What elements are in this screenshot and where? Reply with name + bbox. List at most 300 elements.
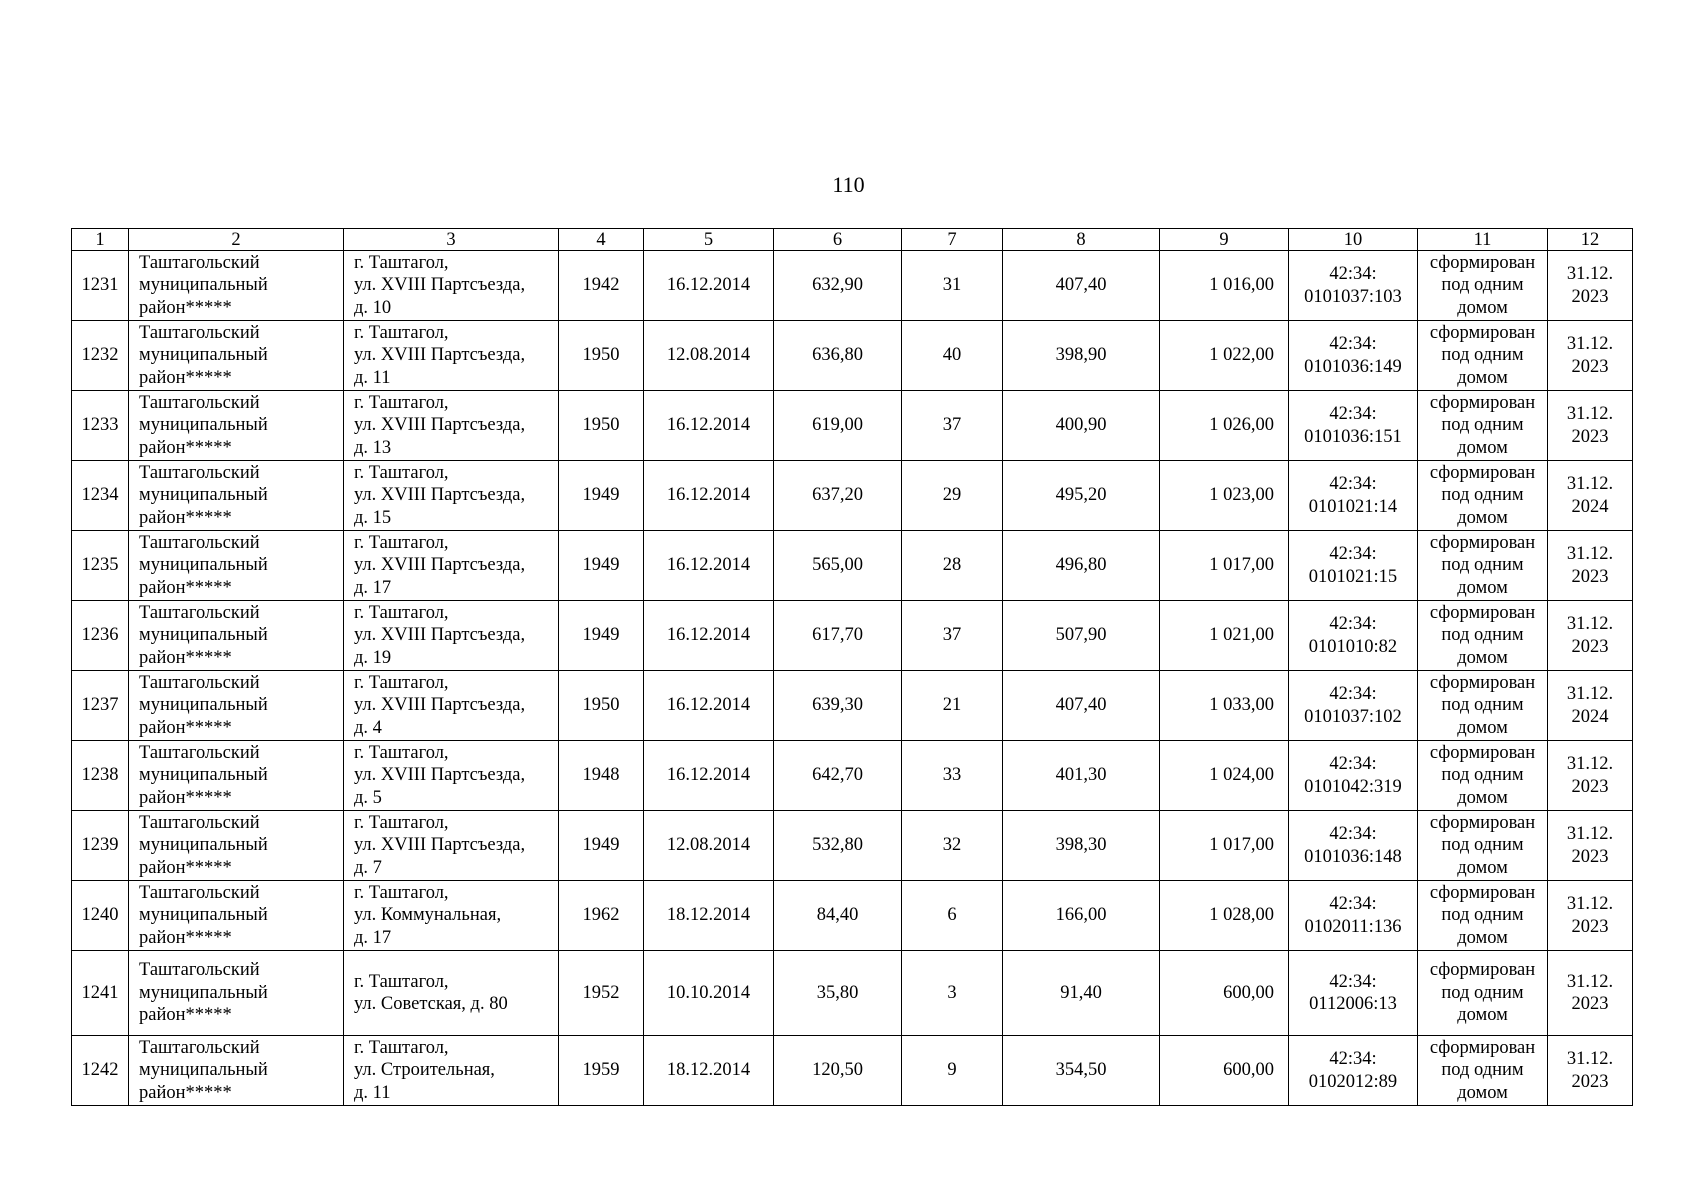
deadline-line: 31.12. bbox=[1566, 264, 1614, 284]
column-header-9: 9 bbox=[1160, 229, 1289, 251]
district-cell bbox=[129, 531, 344, 601]
deadline-line: 31.12. bbox=[1566, 474, 1614, 494]
address-line: г. Таштагол, bbox=[354, 532, 449, 553]
cadastral-number-cell bbox=[1289, 321, 1418, 391]
address-cell bbox=[344, 461, 559, 531]
living-area-cell: 91,40 bbox=[1003, 951, 1160, 1036]
address-line: д. 17 bbox=[354, 577, 392, 598]
cadastral-number-line: 42:34: bbox=[1329, 754, 1377, 774]
cadastral-number-line: 0102012:89 bbox=[1308, 1071, 1398, 1092]
living-area-cell: 407,40 bbox=[1003, 671, 1160, 741]
year-cell: 1948 bbox=[559, 741, 644, 811]
cadastral-number-line: 42:34: bbox=[1329, 614, 1377, 634]
address-cell bbox=[344, 741, 559, 811]
land-status-line: сформирован bbox=[1429, 462, 1536, 483]
total-area-cell: 632,90 bbox=[774, 251, 902, 321]
address-line: ул. XVIII Партсъезда, bbox=[354, 275, 526, 296]
deadline-cell bbox=[1548, 461, 1633, 531]
district-cell bbox=[129, 741, 344, 811]
land-status-line: под одним bbox=[1441, 625, 1524, 646]
land-status-line: сформирован bbox=[1429, 392, 1536, 413]
land-status-line: под одним bbox=[1441, 765, 1524, 786]
row-number-cell: 1238 bbox=[72, 741, 129, 811]
deadline-line: 31.12. bbox=[1566, 971, 1614, 992]
address-line: г. Таштагол, bbox=[354, 742, 449, 763]
date-cell: 12.08.2014 bbox=[644, 321, 774, 391]
address-line: д. 4 bbox=[354, 717, 382, 738]
row-number-cell: 1231 bbox=[72, 251, 129, 321]
address-line: г. Таштагол, bbox=[354, 882, 449, 903]
land-status-cell bbox=[1418, 531, 1548, 601]
district-cell bbox=[129, 671, 344, 741]
deadline-line: 31.12. bbox=[1566, 1049, 1614, 1069]
address-line: г. Таштагол, bbox=[354, 1037, 449, 1058]
address-cell bbox=[344, 391, 559, 461]
address-cell bbox=[344, 601, 559, 671]
deadline-line: 2023 bbox=[1571, 1071, 1609, 1092]
address-line: д. 5 bbox=[354, 787, 382, 808]
land-status-line: сформирован bbox=[1429, 672, 1536, 693]
cadastral-number-line: 42:34: bbox=[1329, 894, 1377, 914]
land-status-cell bbox=[1418, 461, 1548, 531]
cadastral-number-line: 42:34: bbox=[1329, 971, 1377, 992]
land-status-line: домом bbox=[1457, 717, 1508, 738]
total-area-cell: 617,70 bbox=[774, 601, 902, 671]
district-cell bbox=[129, 951, 344, 1036]
district-line: Таштагольский bbox=[139, 882, 260, 903]
cadastral-number-cell bbox=[1289, 741, 1418, 811]
year-cell: 1950 bbox=[559, 321, 644, 391]
land-status-line: сформирован bbox=[1429, 252, 1536, 273]
cadastral-number-line: 42:34: bbox=[1329, 264, 1377, 284]
row-number-cell: 1242 bbox=[72, 1036, 129, 1106]
land-status-line: сформирован bbox=[1429, 742, 1536, 763]
deadline-line: 2023 bbox=[1571, 566, 1609, 587]
district-line: район***** bbox=[139, 577, 232, 598]
address-line: д. 15 bbox=[354, 507, 392, 528]
land-area-cell: 1 022,00 bbox=[1160, 321, 1289, 391]
address-line: ул. XVIII Партсъезда, bbox=[354, 765, 526, 786]
land-status-line: домом bbox=[1457, 297, 1508, 318]
total-area-cell: 642,70 bbox=[774, 741, 902, 811]
date-cell: 18.12.2014 bbox=[644, 881, 774, 951]
date-cell: 16.12.2014 bbox=[644, 601, 774, 671]
living-area-cell: 507,90 bbox=[1003, 601, 1160, 671]
land-status-line: под одним bbox=[1441, 485, 1524, 506]
address-line: д. 11 bbox=[354, 1082, 391, 1103]
address-line: г. Таштагол, bbox=[354, 252, 449, 273]
land-status-line: под одним bbox=[1441, 905, 1524, 926]
deadline-line: 31.12. bbox=[1566, 544, 1614, 564]
deadline-line: 2023 bbox=[1571, 916, 1609, 937]
district-line: район***** bbox=[139, 437, 232, 458]
address-cell bbox=[344, 811, 559, 881]
cadastral-number-line: 0112006:13 bbox=[1309, 994, 1397, 1014]
cadastral-number-cell bbox=[1289, 811, 1418, 881]
table-row bbox=[72, 951, 1633, 1036]
land-status-cell bbox=[1418, 741, 1548, 811]
land-status-cell bbox=[1418, 951, 1548, 1036]
cadastral-number-line: 42:34: bbox=[1329, 544, 1377, 564]
address-cell bbox=[344, 671, 559, 741]
land-area-cell: 1 028,00 bbox=[1160, 881, 1289, 951]
address-line: д. 7 bbox=[354, 857, 382, 878]
land-status-cell bbox=[1418, 1036, 1548, 1106]
district-line: муниципальный bbox=[139, 415, 268, 436]
cadastral-number-line: 42:34: bbox=[1329, 1049, 1377, 1069]
year-cell: 1949 bbox=[559, 601, 644, 671]
district-line: муниципальный bbox=[139, 765, 268, 786]
land-status-line: сформирован bbox=[1429, 322, 1536, 343]
address-cell bbox=[344, 881, 559, 951]
row-number-cell: 1239 bbox=[72, 811, 129, 881]
total-area-cell: 120,50 bbox=[774, 1036, 902, 1106]
cadastral-number-line: 0101037:102 bbox=[1304, 706, 1402, 727]
address-cell bbox=[344, 531, 559, 601]
land-status-line: сформирован bbox=[1429, 532, 1536, 553]
deadline-cell bbox=[1548, 321, 1633, 391]
land-area-cell: 1 017,00 bbox=[1160, 531, 1289, 601]
land-status-cell bbox=[1418, 251, 1548, 321]
column-header-1: 1 bbox=[72, 229, 129, 251]
address-line: ул. XVIII Партсъезда, bbox=[354, 485, 526, 506]
year-cell: 1950 bbox=[559, 391, 644, 461]
deadline-cell bbox=[1548, 391, 1633, 461]
land-area-cell: 1 017,00 bbox=[1160, 811, 1289, 881]
date-cell: 18.12.2014 bbox=[644, 1036, 774, 1106]
total-area-cell: 35,80 bbox=[774, 951, 902, 1036]
cadastral-number-line: 0101037:103 bbox=[1304, 286, 1402, 307]
district-line: Таштагольский bbox=[139, 602, 260, 623]
cadastral-number-line: 0101021:15 bbox=[1308, 566, 1398, 587]
column-header-4: 4 bbox=[559, 229, 644, 251]
district-cell bbox=[129, 601, 344, 671]
living-area-cell: 400,90 bbox=[1003, 391, 1160, 461]
date-cell: 16.12.2014 bbox=[644, 461, 774, 531]
district-cell bbox=[129, 251, 344, 321]
district-line: муниципальный bbox=[139, 905, 268, 926]
address-line: ул. XVIII Партсъезда, bbox=[354, 555, 526, 576]
table-row bbox=[72, 741, 1633, 811]
total-area-cell: 84,40 bbox=[774, 881, 902, 951]
table-row bbox=[72, 1036, 1633, 1106]
residents-count-cell: 29 bbox=[902, 461, 1003, 531]
deadline-cell bbox=[1548, 601, 1633, 671]
land-area-cell: 1 024,00 bbox=[1160, 741, 1289, 811]
land-status-cell bbox=[1418, 811, 1548, 881]
date-cell: 16.12.2014 bbox=[644, 391, 774, 461]
district-cell bbox=[129, 461, 344, 531]
row-number-cell: 1232 bbox=[72, 321, 129, 391]
residents-count-cell: 33 bbox=[902, 741, 1003, 811]
deadline-line: 2023 bbox=[1571, 776, 1609, 797]
registry-table bbox=[71, 228, 1633, 1106]
deadline-line: 31.12. bbox=[1566, 754, 1614, 774]
table-row bbox=[72, 251, 1633, 321]
land-status-line: под одним bbox=[1441, 555, 1524, 576]
district-line: район***** bbox=[139, 297, 232, 318]
deadline-cell bbox=[1548, 1036, 1633, 1106]
district-cell bbox=[129, 881, 344, 951]
deadline-line: 2023 bbox=[1571, 846, 1609, 867]
deadline-line: 2024 bbox=[1571, 496, 1609, 517]
land-area-cell: 600,00 bbox=[1160, 1036, 1289, 1106]
column-header-5: 5 bbox=[644, 229, 774, 251]
district-line: Таштагольский bbox=[139, 742, 260, 763]
land-area-cell: 1 033,00 bbox=[1160, 671, 1289, 741]
table-row bbox=[72, 391, 1633, 461]
deadline-cell bbox=[1548, 671, 1633, 741]
table-row bbox=[72, 811, 1633, 881]
cadastral-number-cell bbox=[1289, 391, 1418, 461]
residents-count-cell: 37 bbox=[902, 391, 1003, 461]
deadline-line: 31.12. bbox=[1566, 894, 1614, 914]
district-line: муниципальный bbox=[139, 835, 268, 856]
date-cell: 12.08.2014 bbox=[644, 811, 774, 881]
district-line: район***** bbox=[139, 367, 232, 388]
address-line: ул. XVIII Партсъезда, bbox=[354, 695, 526, 716]
cadastral-number-line: 42:34: bbox=[1329, 824, 1377, 844]
land-area-cell: 600,00 bbox=[1160, 951, 1289, 1036]
address-cell bbox=[344, 1036, 559, 1106]
district-line: муниципальный bbox=[139, 625, 268, 646]
district-line: район***** bbox=[139, 647, 232, 668]
deadline-cell bbox=[1548, 881, 1633, 951]
land-area-cell: 1 016,00 bbox=[1160, 251, 1289, 321]
column-header-3: 3 bbox=[344, 229, 559, 251]
land-status-line: домом bbox=[1457, 1082, 1508, 1103]
land-status-line: сформирован bbox=[1429, 812, 1536, 833]
address-line: д. 11 bbox=[354, 367, 391, 388]
living-area-cell: 495,20 bbox=[1003, 461, 1160, 531]
land-status-line: под одним bbox=[1441, 982, 1524, 1003]
district-line: Таштагольский bbox=[139, 532, 260, 553]
district-line: район***** bbox=[139, 507, 232, 528]
land-status-line: домом bbox=[1457, 787, 1508, 808]
cadastral-number-cell bbox=[1289, 601, 1418, 671]
land-status-cell bbox=[1418, 601, 1548, 671]
district-line: Таштагольский bbox=[139, 1037, 260, 1058]
cadastral-number-cell bbox=[1289, 671, 1418, 741]
year-cell: 1949 bbox=[559, 461, 644, 531]
deadline-line: 2023 bbox=[1571, 636, 1609, 657]
district-line: район***** bbox=[139, 857, 232, 878]
total-area-cell: 565,00 bbox=[774, 531, 902, 601]
residents-count-cell: 40 bbox=[902, 321, 1003, 391]
deadline-line: 2023 bbox=[1571, 426, 1609, 447]
land-status-cell bbox=[1418, 321, 1548, 391]
address-line: г. Таштагол, bbox=[354, 322, 449, 343]
total-area-cell: 619,00 bbox=[774, 391, 902, 461]
table-row bbox=[72, 671, 1633, 741]
column-header-7: 7 bbox=[902, 229, 1003, 251]
land-status-line: сформирован bbox=[1429, 602, 1536, 623]
land-status-line: домом bbox=[1457, 507, 1508, 528]
land-status-line: домом bbox=[1457, 577, 1508, 598]
residents-count-cell: 9 bbox=[902, 1036, 1003, 1106]
row-number-cell: 1236 bbox=[72, 601, 129, 671]
year-cell: 1942 bbox=[559, 251, 644, 321]
residents-count-cell: 37 bbox=[902, 601, 1003, 671]
year-cell: 1962 bbox=[559, 881, 644, 951]
total-area-cell: 532,80 bbox=[774, 811, 902, 881]
cadastral-number-cell bbox=[1289, 951, 1418, 1036]
district-line: муниципальный bbox=[139, 1060, 268, 1081]
address-cell bbox=[344, 321, 559, 391]
date-cell: 16.12.2014 bbox=[644, 531, 774, 601]
residents-count-cell: 32 bbox=[902, 811, 1003, 881]
living-area-cell: 398,30 bbox=[1003, 811, 1160, 881]
year-cell: 1952 bbox=[559, 951, 644, 1036]
deadline-line: 31.12. bbox=[1566, 684, 1614, 704]
row-number-cell: 1235 bbox=[72, 531, 129, 601]
total-area-cell: 636,80 bbox=[774, 321, 902, 391]
land-status-line: под одним bbox=[1441, 1060, 1524, 1081]
address-line: д. 17 bbox=[354, 927, 392, 948]
address-line: г. Таштагол, bbox=[354, 672, 449, 693]
column-header-12: 12 bbox=[1548, 229, 1633, 251]
district-cell bbox=[129, 321, 344, 391]
land-area-cell: 1 026,00 bbox=[1160, 391, 1289, 461]
residents-count-cell: 21 bbox=[902, 671, 1003, 741]
column-header-8: 8 bbox=[1003, 229, 1160, 251]
district-line: муниципальный bbox=[139, 982, 268, 1003]
address-line: ул. Коммунальная, bbox=[354, 905, 502, 926]
living-area-cell: 401,30 bbox=[1003, 741, 1160, 811]
address-line: ул. XVIII Партсъезда, bbox=[354, 835, 526, 856]
cadastral-number-cell bbox=[1289, 251, 1418, 321]
district-line: муниципальный bbox=[139, 695, 268, 716]
living-area-cell: 407,40 bbox=[1003, 251, 1160, 321]
address-line: г. Таштагол, bbox=[354, 602, 449, 623]
deadline-line: 2023 bbox=[1571, 356, 1609, 377]
living-area-cell: 354,50 bbox=[1003, 1036, 1160, 1106]
deadline-line: 31.12. bbox=[1566, 404, 1614, 424]
table-row bbox=[72, 531, 1633, 601]
cadastral-number-line: 42:34: bbox=[1329, 334, 1377, 354]
address-line: ул. XVIII Партсъезда, bbox=[354, 345, 526, 366]
land-status-line: под одним bbox=[1441, 275, 1524, 296]
land-status-line: под одним bbox=[1441, 835, 1524, 856]
cadastral-number-line: 42:34: bbox=[1329, 474, 1377, 494]
total-area-cell: 637,20 bbox=[774, 461, 902, 531]
deadline-line: 31.12. bbox=[1566, 614, 1614, 634]
column-header-11: 11 bbox=[1418, 229, 1548, 251]
cadastral-number-cell bbox=[1289, 1036, 1418, 1106]
deadline-line: 2023 bbox=[1571, 286, 1609, 307]
year-cell: 1959 bbox=[559, 1036, 644, 1106]
district-line: Таштагольский bbox=[139, 252, 260, 273]
cadastral-number-line: 42:34: bbox=[1329, 684, 1377, 704]
land-status-line: сформирован bbox=[1429, 1037, 1536, 1058]
deadline-line: 31.12. bbox=[1566, 334, 1614, 354]
cadastral-number-line: 0101010:82 bbox=[1308, 636, 1398, 657]
cadastral-number-line: 0102011:136 bbox=[1304, 916, 1402, 937]
address-line: г. Таштагол, bbox=[354, 462, 449, 483]
row-number-cell: 1241 bbox=[72, 951, 129, 1036]
land-status-line: под одним bbox=[1441, 695, 1524, 716]
row-number-cell: 1240 bbox=[72, 881, 129, 951]
district-cell bbox=[129, 1036, 344, 1106]
address-line: ул. XVIII Партсъезда, bbox=[354, 415, 526, 436]
deadline-cell bbox=[1548, 531, 1633, 601]
district-cell bbox=[129, 811, 344, 881]
district-line: Таштагольский bbox=[139, 322, 260, 343]
land-status-cell bbox=[1418, 671, 1548, 741]
district-line: муниципальный bbox=[139, 275, 268, 296]
land-status-line: домом bbox=[1457, 1005, 1508, 1026]
district-line: муниципальный bbox=[139, 485, 268, 506]
land-area-cell: 1 023,00 bbox=[1160, 461, 1289, 531]
table-row bbox=[72, 321, 1633, 391]
row-number-cell: 1233 bbox=[72, 391, 129, 461]
residents-count-cell: 6 bbox=[902, 881, 1003, 951]
total-area-cell: 639,30 bbox=[774, 671, 902, 741]
land-status-line: сформирован bbox=[1429, 882, 1536, 903]
column-header-row bbox=[72, 229, 1633, 251]
page-number: 110 bbox=[832, 172, 865, 197]
cadastral-number-line: 42:34: bbox=[1329, 404, 1377, 424]
district-line: Таштагольский bbox=[139, 392, 260, 413]
address-line: г. Таштагол, bbox=[354, 392, 449, 413]
cadastral-number-line: 0101042:319 bbox=[1304, 776, 1402, 797]
year-cell: 1950 bbox=[559, 671, 644, 741]
land-area-cell: 1 021,00 bbox=[1160, 601, 1289, 671]
land-status-line: под одним bbox=[1441, 345, 1524, 366]
deadline-cell bbox=[1548, 741, 1633, 811]
row-number-cell: 1237 bbox=[72, 671, 129, 741]
cadastral-number-line: 0101036:151 bbox=[1304, 426, 1402, 447]
deadline-line: 2024 bbox=[1571, 706, 1609, 727]
address-cell bbox=[344, 951, 559, 1036]
living-area-cell: 496,80 bbox=[1003, 531, 1160, 601]
land-status-cell bbox=[1418, 391, 1548, 461]
date-cell: 10.10.2014 bbox=[644, 951, 774, 1036]
table-row bbox=[72, 461, 1633, 531]
cadastral-number-cell bbox=[1289, 461, 1418, 531]
residents-count-cell: 3 bbox=[902, 951, 1003, 1036]
district-cell bbox=[129, 391, 344, 461]
cadastral-number-cell bbox=[1289, 881, 1418, 951]
table-row bbox=[72, 881, 1633, 951]
row-number-cell: 1234 bbox=[72, 461, 129, 531]
address-line: ул. Строительная, bbox=[354, 1060, 495, 1081]
district-line: район***** bbox=[139, 1005, 232, 1026]
deadline-line: 2023 bbox=[1571, 994, 1609, 1014]
district-line: район***** bbox=[139, 1082, 232, 1103]
date-cell: 16.12.2014 bbox=[644, 251, 774, 321]
land-status-line: домом bbox=[1457, 857, 1508, 878]
land-status-line: домом bbox=[1457, 367, 1508, 388]
cadastral-number-line: 0101021:14 bbox=[1308, 496, 1398, 517]
cadastral-number-line: 0101036:148 bbox=[1304, 846, 1402, 867]
living-area-cell: 398,90 bbox=[1003, 321, 1160, 391]
residents-count-cell: 28 bbox=[902, 531, 1003, 601]
date-cell: 16.12.2014 bbox=[644, 671, 774, 741]
land-status-line: домом bbox=[1457, 437, 1508, 458]
district-line: район***** bbox=[139, 717, 232, 738]
district-line: Таштагольский bbox=[139, 812, 260, 833]
land-status-line: сформирован bbox=[1429, 960, 1536, 981]
district-line: муниципальный bbox=[139, 555, 268, 576]
column-header-2: 2 bbox=[129, 229, 344, 251]
land-status-line: домом bbox=[1457, 927, 1508, 948]
address-line: д. 10 bbox=[354, 297, 392, 318]
living-area-cell: 166,00 bbox=[1003, 881, 1160, 951]
district-line: район***** bbox=[139, 927, 232, 948]
land-status-cell bbox=[1418, 881, 1548, 951]
year-cell: 1949 bbox=[559, 811, 644, 881]
